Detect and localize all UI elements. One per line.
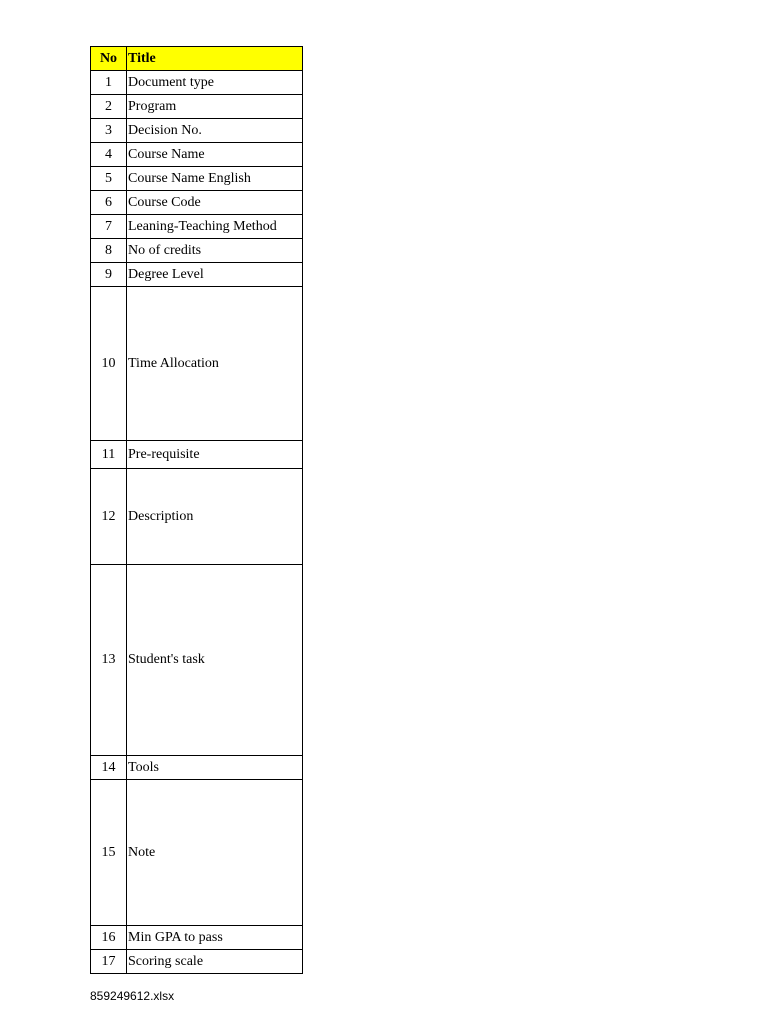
row-title: Course Name English xyxy=(127,167,303,191)
table-row xyxy=(91,780,303,926)
table-row xyxy=(91,469,303,565)
table-row xyxy=(91,441,303,469)
row-number: 8 xyxy=(91,239,127,263)
table-row xyxy=(91,95,303,119)
row-number: 13 xyxy=(91,565,127,756)
row-title: Min GPA to pass xyxy=(127,926,303,950)
row-number: 10 xyxy=(91,287,127,441)
table-row xyxy=(91,263,303,287)
row-number: 11 xyxy=(91,441,127,469)
footer-filename: 859249612.xlsx xyxy=(90,989,175,1003)
table-row xyxy=(91,191,303,215)
row-number: 1 xyxy=(91,71,127,95)
row-number: 5 xyxy=(91,167,127,191)
table-row xyxy=(91,287,303,441)
table-row xyxy=(91,119,303,143)
row-number: 7 xyxy=(91,215,127,239)
row-title: Note xyxy=(127,780,303,926)
row-title: Decision No. xyxy=(127,119,303,143)
row-number: 14 xyxy=(91,756,127,780)
table-row xyxy=(91,239,303,263)
table-row xyxy=(91,71,303,95)
table-row xyxy=(91,926,303,950)
row-number: 17 xyxy=(91,950,127,974)
row-number: 6 xyxy=(91,191,127,215)
row-title: Degree Level xyxy=(127,263,303,287)
row-title: Leaning-Teaching Method xyxy=(127,215,303,239)
column-header-no: No xyxy=(91,47,127,71)
row-title: Student's task xyxy=(127,565,303,756)
row-title: Program xyxy=(127,95,303,119)
row-title: Tools xyxy=(127,756,303,780)
row-title: Description xyxy=(127,469,303,565)
row-title: Course Name xyxy=(127,143,303,167)
row-title: Time Allocation xyxy=(127,287,303,441)
row-title: No of credits xyxy=(127,239,303,263)
row-title: Pre-requisite xyxy=(127,441,303,469)
row-number: 2 xyxy=(91,95,127,119)
table-row xyxy=(91,950,303,974)
column-header-title: Title xyxy=(127,47,303,71)
row-title: Course Code xyxy=(127,191,303,215)
course-fields-table xyxy=(90,46,303,974)
row-number: 12 xyxy=(91,469,127,565)
row-title: Scoring scale xyxy=(127,950,303,974)
row-title: Document type xyxy=(127,71,303,95)
table-row xyxy=(91,167,303,191)
table-row xyxy=(91,215,303,239)
row-number: 9 xyxy=(91,263,127,287)
row-number: 4 xyxy=(91,143,127,167)
row-number: 16 xyxy=(91,926,127,950)
row-number: 3 xyxy=(91,119,127,143)
table-row xyxy=(91,756,303,780)
row-number: 15 xyxy=(91,780,127,926)
table-row xyxy=(91,143,303,167)
table-row xyxy=(91,565,303,756)
table-header-row xyxy=(91,47,303,71)
